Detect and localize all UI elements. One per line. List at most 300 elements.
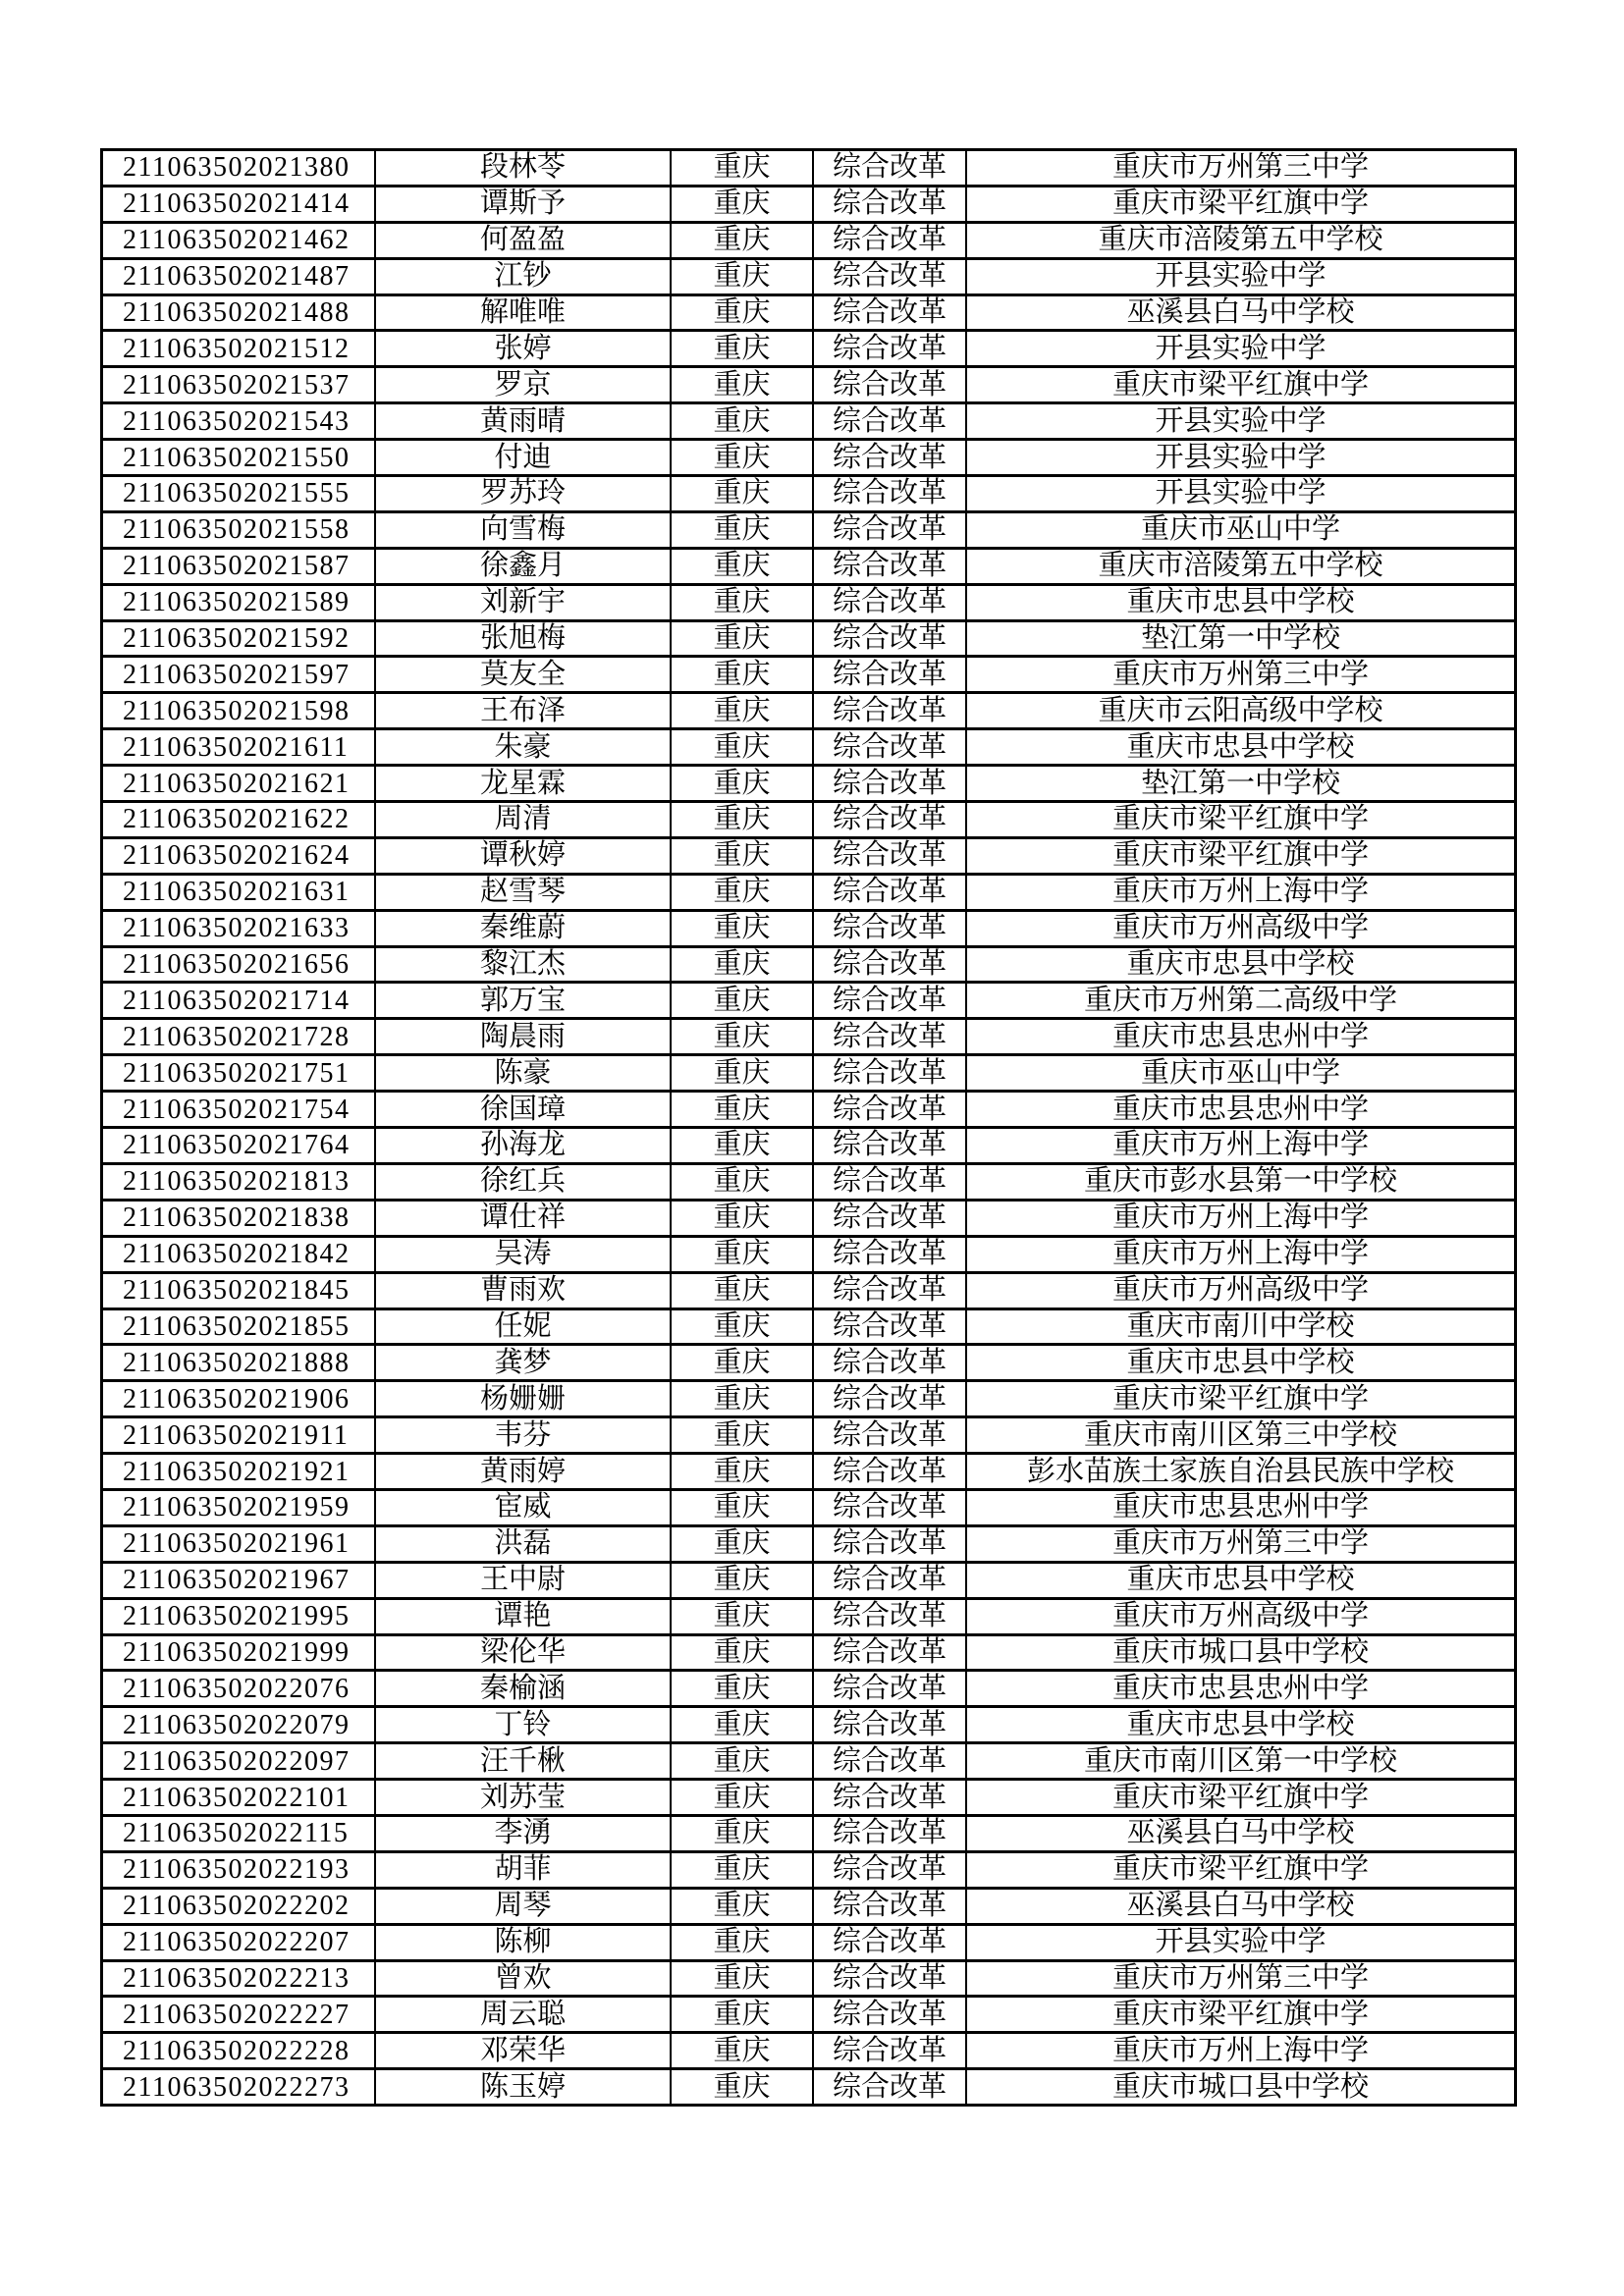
exam-id-cell: 211063502021995 <box>102 1598 376 1634</box>
province-cell: 重庆 <box>671 1997 813 2033</box>
exam-id-cell: 211063502021380 <box>102 150 376 187</box>
province-cell: 重庆 <box>671 1381 813 1417</box>
exam-id-cell: 211063502021728 <box>102 1019 376 1055</box>
category-cell: 综合改革 <box>813 983 966 1019</box>
exam-id-cell: 211063502021961 <box>102 1525 376 1562</box>
exam-id-cell: 211063502021838 <box>102 1200 376 1236</box>
exam-id-cell: 211063502021754 <box>102 1092 376 1128</box>
exam-id-cell: 211063502021855 <box>102 1308 376 1345</box>
category-cell: 综合改革 <box>813 1815 966 1851</box>
category-cell: 综合改革 <box>813 1634 966 1671</box>
name-cell: 陶晨雨 <box>375 1019 671 1055</box>
name-cell: 韦芬 <box>375 1417 671 1454</box>
table-row <box>102 1815 1516 1851</box>
school-cell: 开县实验中学 <box>966 476 1516 512</box>
category-cell: 综合改革 <box>813 2069 966 2106</box>
name-cell: 丁铃 <box>375 1707 671 1743</box>
province-cell: 重庆 <box>671 1163 813 1200</box>
name-cell: 曾欢 <box>375 1960 671 1997</box>
category-cell: 综合改革 <box>813 258 966 294</box>
table-row <box>102 1888 1516 1924</box>
exam-id-cell: 211063502021555 <box>102 476 376 512</box>
category-cell: 综合改革 <box>813 150 966 187</box>
category-cell: 综合改革 <box>813 222 966 258</box>
exam-id-cell: 211063502022097 <box>102 1743 376 1780</box>
name-cell: 胡菲 <box>375 1851 671 1888</box>
province-cell: 重庆 <box>671 584 813 620</box>
school-cell: 垫江第一中学校 <box>966 620 1516 657</box>
table-row <box>102 1308 1516 1345</box>
province-cell: 重庆 <box>671 766 813 802</box>
province-cell: 重庆 <box>671 1815 813 1851</box>
category-cell: 综合改革 <box>813 1489 966 1525</box>
category-cell: 综合改革 <box>813 1417 966 1454</box>
table-row <box>102 403 1516 440</box>
category-cell: 综合改革 <box>813 766 966 802</box>
school-cell: 重庆市忠县中学校 <box>966 1562 1516 1598</box>
school-cell: 重庆市南川区第一中学校 <box>966 1743 1516 1780</box>
school-cell: 重庆市忠县中学校 <box>966 729 1516 766</box>
province-cell: 重庆 <box>671 1634 813 1671</box>
exam-id-cell: 211063502021624 <box>102 837 376 874</box>
exam-id-cell: 211063502022193 <box>102 1851 376 1888</box>
name-cell: 谭秋婷 <box>375 837 671 874</box>
exam-id-cell: 211063502021592 <box>102 620 376 657</box>
category-cell: 综合改革 <box>813 1200 966 1236</box>
exam-id-cell: 211063502021656 <box>102 946 376 983</box>
category-cell: 综合改革 <box>813 657 966 693</box>
school-cell: 重庆市忠县中学校 <box>966 946 1516 983</box>
province-cell: 重庆 <box>671 1743 813 1780</box>
name-cell: 张旭梅 <box>375 620 671 657</box>
province-cell: 重庆 <box>671 1888 813 1924</box>
exam-id-cell: 211063502021597 <box>102 657 376 693</box>
name-cell: 徐鑫月 <box>375 548 671 584</box>
category-cell: 综合改革 <box>813 1780 966 1816</box>
province-cell: 重庆 <box>671 1055 813 1092</box>
school-cell: 重庆市南川中学校 <box>966 1308 1516 1345</box>
exam-id-cell: 211063502021512 <box>102 331 376 367</box>
table-row <box>102 1780 1516 1816</box>
province-cell: 重庆 <box>671 946 813 983</box>
province-cell: 重庆 <box>671 1236 813 1272</box>
name-cell: 洪磊 <box>375 1525 671 1562</box>
province-cell: 重庆 <box>671 1851 813 1888</box>
category-cell: 综合改革 <box>813 1743 966 1780</box>
table-row <box>102 186 1516 222</box>
category-cell: 综合改革 <box>813 403 966 440</box>
name-cell: 王中尉 <box>375 1562 671 1598</box>
category-cell: 综合改革 <box>813 1525 966 1562</box>
name-cell: 陈玉婷 <box>375 2069 671 2106</box>
school-cell: 重庆市巫山中学 <box>966 1055 1516 1092</box>
table-row <box>102 1454 1516 1490</box>
exam-id-cell: 211063502021462 <box>102 222 376 258</box>
name-cell: 李湧 <box>375 1815 671 1851</box>
exam-id-cell: 211063502021558 <box>102 511 376 548</box>
table-row <box>102 874 1516 910</box>
name-cell: 孙海龙 <box>375 1128 671 1164</box>
province-cell: 重庆 <box>671 150 813 187</box>
name-cell: 罗苏玲 <box>375 476 671 512</box>
table-row <box>102 331 1516 367</box>
name-cell: 莫友全 <box>375 657 671 693</box>
province-cell: 重庆 <box>671 983 813 1019</box>
province-cell: 重庆 <box>671 511 813 548</box>
school-cell: 重庆市梁平红旗中学 <box>966 1851 1516 1888</box>
province-cell: 重庆 <box>671 258 813 294</box>
school-cell: 彭水苗族土家族自治县民族中学校 <box>966 1454 1516 1490</box>
exam-id-cell: 211063502022115 <box>102 1815 376 1851</box>
category-cell: 综合改革 <box>813 1381 966 1417</box>
table-row <box>102 766 1516 802</box>
province-cell: 重庆 <box>671 1707 813 1743</box>
province-cell: 重庆 <box>671 1598 813 1634</box>
exam-id-cell: 211063502022227 <box>102 1997 376 2033</box>
category-cell: 综合改革 <box>813 620 966 657</box>
name-cell: 周云聪 <box>375 1997 671 2033</box>
school-cell: 重庆市万州高级中学 <box>966 1272 1516 1308</box>
exam-id-cell: 211063502021764 <box>102 1128 376 1164</box>
category-cell: 综合改革 <box>813 946 966 983</box>
table-row <box>102 693 1516 729</box>
table-row <box>102 1381 1516 1417</box>
table-row <box>102 1272 1516 1308</box>
school-cell: 重庆市涪陵第五中学校 <box>966 548 1516 584</box>
province-cell: 重庆 <box>671 1272 813 1308</box>
exam-id-cell: 211063502021488 <box>102 294 376 331</box>
name-cell: 黄雨晴 <box>375 403 671 440</box>
name-cell: 陈柳 <box>375 1924 671 1960</box>
name-cell: 周琴 <box>375 1888 671 1924</box>
category-cell: 综合改革 <box>813 1707 966 1743</box>
category-cell: 综合改革 <box>813 837 966 874</box>
exam-id-cell: 211063502021845 <box>102 1272 376 1308</box>
table-row <box>102 1634 1516 1671</box>
category-cell: 综合改革 <box>813 1055 966 1092</box>
table-row <box>102 476 1516 512</box>
table-row <box>102 1236 1516 1272</box>
category-cell: 综合改革 <box>813 1924 966 1960</box>
province-cell: 重庆 <box>671 1960 813 1997</box>
school-cell: 重庆市涪陵第五中学校 <box>966 222 1516 258</box>
name-cell: 张婷 <box>375 331 671 367</box>
school-cell: 开县实验中学 <box>966 331 1516 367</box>
name-cell: 任妮 <box>375 1308 671 1345</box>
province-cell: 重庆 <box>671 1417 813 1454</box>
category-cell: 综合改革 <box>813 1272 966 1308</box>
category-cell: 综合改革 <box>813 1092 966 1128</box>
school-cell: 重庆市万州上海中学 <box>966 1128 1516 1164</box>
school-cell: 重庆市城口县中学校 <box>966 2069 1516 2106</box>
table-row <box>102 367 1516 403</box>
name-cell: 江钞 <box>375 258 671 294</box>
province-cell: 重庆 <box>671 294 813 331</box>
province-cell: 重庆 <box>671 1308 813 1345</box>
school-cell: 开县实验中学 <box>966 440 1516 476</box>
name-cell: 赵雪琴 <box>375 874 671 910</box>
name-cell: 邓荣华 <box>375 2033 671 2069</box>
table-row <box>102 1128 1516 1164</box>
table-row <box>102 258 1516 294</box>
name-cell: 秦榆涵 <box>375 1671 671 1707</box>
name-cell: 王布泽 <box>375 693 671 729</box>
table-row <box>102 1960 1516 1997</box>
school-cell: 重庆市万州上海中学 <box>966 1236 1516 1272</box>
school-cell: 重庆市南川区第三中学校 <box>966 1417 1516 1454</box>
school-cell: 重庆市万州第三中学 <box>966 1960 1516 1997</box>
school-cell: 重庆市万州上海中学 <box>966 2033 1516 2069</box>
school-cell: 重庆市忠县忠州中学 <box>966 1489 1516 1525</box>
table-row <box>102 1055 1516 1092</box>
province-cell: 重庆 <box>671 1092 813 1128</box>
school-cell: 巫溪县白马中学校 <box>966 294 1516 331</box>
category-cell: 综合改革 <box>813 1019 966 1055</box>
school-cell: 重庆市忠县忠州中学 <box>966 1019 1516 1055</box>
name-cell: 付迪 <box>375 440 671 476</box>
table-row <box>102 620 1516 657</box>
name-cell: 何盈盈 <box>375 222 671 258</box>
exam-id-cell: 211063502021543 <box>102 403 376 440</box>
category-cell: 综合改革 <box>813 1598 966 1634</box>
province-cell: 重庆 <box>671 837 813 874</box>
table-row <box>102 1743 1516 1780</box>
table-row <box>102 222 1516 258</box>
category-cell: 综合改革 <box>813 511 966 548</box>
table-row <box>102 1562 1516 1598</box>
exam-id-cell: 211063502021631 <box>102 874 376 910</box>
name-cell: 黄雨婷 <box>375 1454 671 1490</box>
table-row <box>102 910 1516 946</box>
category-cell: 综合改革 <box>813 693 966 729</box>
province-cell: 重庆 <box>671 331 813 367</box>
name-cell: 朱豪 <box>375 729 671 766</box>
table-row <box>102 1525 1516 1562</box>
school-cell: 重庆市彭水县第一中学校 <box>966 1163 1516 1200</box>
name-cell: 向雪梅 <box>375 511 671 548</box>
table-row <box>102 1345 1516 1381</box>
exam-id-cell: 211063502021813 <box>102 1163 376 1200</box>
school-cell: 重庆市万州第二高级中学 <box>966 983 1516 1019</box>
name-cell: 周清 <box>375 802 671 838</box>
exam-id-cell: 211063502022202 <box>102 1888 376 1924</box>
school-cell: 重庆市忠县中学校 <box>966 584 1516 620</box>
province-cell: 重庆 <box>671 440 813 476</box>
table-row <box>102 802 1516 838</box>
province-cell: 重庆 <box>671 548 813 584</box>
name-cell: 杨姗姗 <box>375 1381 671 1417</box>
table-row <box>102 150 1516 187</box>
table-row <box>102 294 1516 331</box>
exam-id-cell: 211063502022079 <box>102 1707 376 1743</box>
table-row <box>102 1489 1516 1525</box>
table-row <box>102 1417 1516 1454</box>
province-cell: 重庆 <box>671 1019 813 1055</box>
school-cell: 重庆市城口县中学校 <box>966 1634 1516 1671</box>
table-row <box>102 1019 1516 1055</box>
school-cell: 重庆市梁平红旗中学 <box>966 186 1516 222</box>
table-row <box>102 837 1516 874</box>
exam-id-cell: 211063502021633 <box>102 910 376 946</box>
category-cell: 综合改革 <box>813 294 966 331</box>
exam-id-cell: 211063502021611 <box>102 729 376 766</box>
exam-id-cell: 211063502021999 <box>102 1634 376 1671</box>
name-cell: 秦维蔚 <box>375 910 671 946</box>
category-cell: 综合改革 <box>813 910 966 946</box>
category-cell: 综合改革 <box>813 1454 966 1490</box>
category-cell: 综合改革 <box>813 1888 966 1924</box>
category-cell: 综合改革 <box>813 367 966 403</box>
table-row <box>102 440 1516 476</box>
school-cell: 开县实验中学 <box>966 1924 1516 1960</box>
category-cell: 综合改革 <box>813 1671 966 1707</box>
province-cell: 重庆 <box>671 693 813 729</box>
table-row <box>102 1092 1516 1128</box>
province-cell: 重庆 <box>671 222 813 258</box>
school-cell: 重庆市梁平红旗中学 <box>966 367 1516 403</box>
table-row <box>102 1200 1516 1236</box>
province-cell: 重庆 <box>671 910 813 946</box>
school-cell: 重庆市万州高级中学 <box>966 1598 1516 1634</box>
exam-id-cell: 211063502022207 <box>102 1924 376 1960</box>
exam-id-cell: 211063502021487 <box>102 258 376 294</box>
school-cell: 重庆市巫山中学 <box>966 511 1516 548</box>
exam-id-cell: 211063502021537 <box>102 367 376 403</box>
province-cell: 重庆 <box>671 367 813 403</box>
school-cell: 重庆市万州第三中学 <box>966 1525 1516 1562</box>
category-cell: 综合改革 <box>813 186 966 222</box>
table-row <box>102 584 1516 620</box>
table-row <box>102 1671 1516 1707</box>
school-cell: 重庆市万州高级中学 <box>966 910 1516 946</box>
name-cell: 罗京 <box>375 367 671 403</box>
name-cell: 刘苏莹 <box>375 1780 671 1816</box>
exam-id-cell: 211063502021714 <box>102 983 376 1019</box>
exam-id-cell: 211063502021550 <box>102 440 376 476</box>
category-cell: 综合改革 <box>813 1851 966 1888</box>
table-row <box>102 946 1516 983</box>
exam-id-cell: 211063502021622 <box>102 802 376 838</box>
exam-id-cell: 211063502021959 <box>102 1489 376 1525</box>
name-cell: 谭艳 <box>375 1598 671 1634</box>
exam-id-cell: 211063502021921 <box>102 1454 376 1490</box>
exam-id-cell: 211063502022076 <box>102 1671 376 1707</box>
name-cell: 龙星霖 <box>375 766 671 802</box>
category-cell: 综合改革 <box>813 584 966 620</box>
school-cell: 重庆市万州第三中学 <box>966 657 1516 693</box>
province-cell: 重庆 <box>671 1924 813 1960</box>
exam-id-cell: 211063502021888 <box>102 1345 376 1381</box>
table-row <box>102 1997 1516 2033</box>
table-row <box>102 548 1516 584</box>
school-cell: 重庆市忠县中学校 <box>966 1345 1516 1381</box>
table-row <box>102 2033 1516 2069</box>
table-row <box>102 1163 1516 1200</box>
school-cell: 重庆市忠县中学校 <box>966 1707 1516 1743</box>
category-cell: 综合改革 <box>813 440 966 476</box>
name-cell: 徐国璋 <box>375 1092 671 1128</box>
exam-id-cell: 211063502021751 <box>102 1055 376 1092</box>
province-cell: 重庆 <box>671 186 813 222</box>
exam-id-cell: 211063502022213 <box>102 1960 376 1997</box>
category-cell: 综合改革 <box>813 1128 966 1164</box>
category-cell: 综合改革 <box>813 1236 966 1272</box>
school-cell: 重庆市梁平红旗中学 <box>966 1997 1516 2033</box>
school-cell: 重庆市云阳高级中学校 <box>966 693 1516 729</box>
student-list-table <box>100 148 1517 2107</box>
school-cell: 垫江第一中学校 <box>966 766 1516 802</box>
school-cell: 重庆市万州第三中学 <box>966 150 1516 187</box>
name-cell: 谭斯予 <box>375 186 671 222</box>
province-cell: 重庆 <box>671 1671 813 1707</box>
exam-id-cell: 211063502021906 <box>102 1381 376 1417</box>
province-cell: 重庆 <box>671 1525 813 1562</box>
exam-id-cell: 211063502021967 <box>102 1562 376 1598</box>
name-cell: 黎江杰 <box>375 946 671 983</box>
category-cell: 综合改革 <box>813 476 966 512</box>
table-row <box>102 657 1516 693</box>
exam-id-cell: 211063502021414 <box>102 186 376 222</box>
school-cell: 重庆市忠县忠州中学 <box>966 1092 1516 1128</box>
school-cell: 重庆市梁平红旗中学 <box>966 837 1516 874</box>
exam-id-cell: 211063502022273 <box>102 2069 376 2106</box>
name-cell: 刘新宇 <box>375 584 671 620</box>
category-cell: 综合改革 <box>813 1562 966 1598</box>
province-cell: 重庆 <box>671 1345 813 1381</box>
name-cell: 解唯唯 <box>375 294 671 331</box>
category-cell: 综合改革 <box>813 331 966 367</box>
school-cell: 重庆市万州上海中学 <box>966 874 1516 910</box>
name-cell: 吴涛 <box>375 1236 671 1272</box>
category-cell: 综合改革 <box>813 802 966 838</box>
province-cell: 重庆 <box>671 729 813 766</box>
name-cell: 梁伦华 <box>375 1634 671 1671</box>
exam-id-cell: 211063502022101 <box>102 1780 376 1816</box>
exam-id-cell: 211063502021598 <box>102 693 376 729</box>
table-row <box>102 1851 1516 1888</box>
exam-id-cell: 211063502021587 <box>102 548 376 584</box>
province-cell: 重庆 <box>671 802 813 838</box>
table-row <box>102 1707 1516 1743</box>
school-cell: 开县实验中学 <box>966 403 1516 440</box>
school-cell: 巫溪县白马中学校 <box>966 1888 1516 1924</box>
table-row <box>102 729 1516 766</box>
school-cell: 巫溪县白马中学校 <box>966 1815 1516 1851</box>
province-cell: 重庆 <box>671 1200 813 1236</box>
school-cell: 开县实验中学 <box>966 258 1516 294</box>
table-row <box>102 1598 1516 1634</box>
exam-id-cell: 211063502021911 <box>102 1417 376 1454</box>
province-cell: 重庆 <box>671 403 813 440</box>
exam-id-cell: 211063502022228 <box>102 2033 376 2069</box>
exam-id-cell: 211063502021589 <box>102 584 376 620</box>
category-cell: 综合改革 <box>813 548 966 584</box>
school-cell: 重庆市梁平红旗中学 <box>966 1780 1516 1816</box>
school-cell: 重庆市忠县忠州中学 <box>966 1671 1516 1707</box>
province-cell: 重庆 <box>671 2069 813 2106</box>
province-cell: 重庆 <box>671 476 813 512</box>
province-cell: 重庆 <box>671 2033 813 2069</box>
exam-id-cell: 211063502021621 <box>102 766 376 802</box>
name-cell: 曹雨欢 <box>375 1272 671 1308</box>
category-cell: 综合改革 <box>813 1308 966 1345</box>
category-cell: 综合改革 <box>813 2033 966 2069</box>
province-cell: 重庆 <box>671 1780 813 1816</box>
name-cell: 汪千楸 <box>375 1743 671 1780</box>
name-cell: 谭仕祥 <box>375 1200 671 1236</box>
category-cell: 综合改革 <box>813 1163 966 1200</box>
category-cell: 综合改革 <box>813 1997 966 2033</box>
